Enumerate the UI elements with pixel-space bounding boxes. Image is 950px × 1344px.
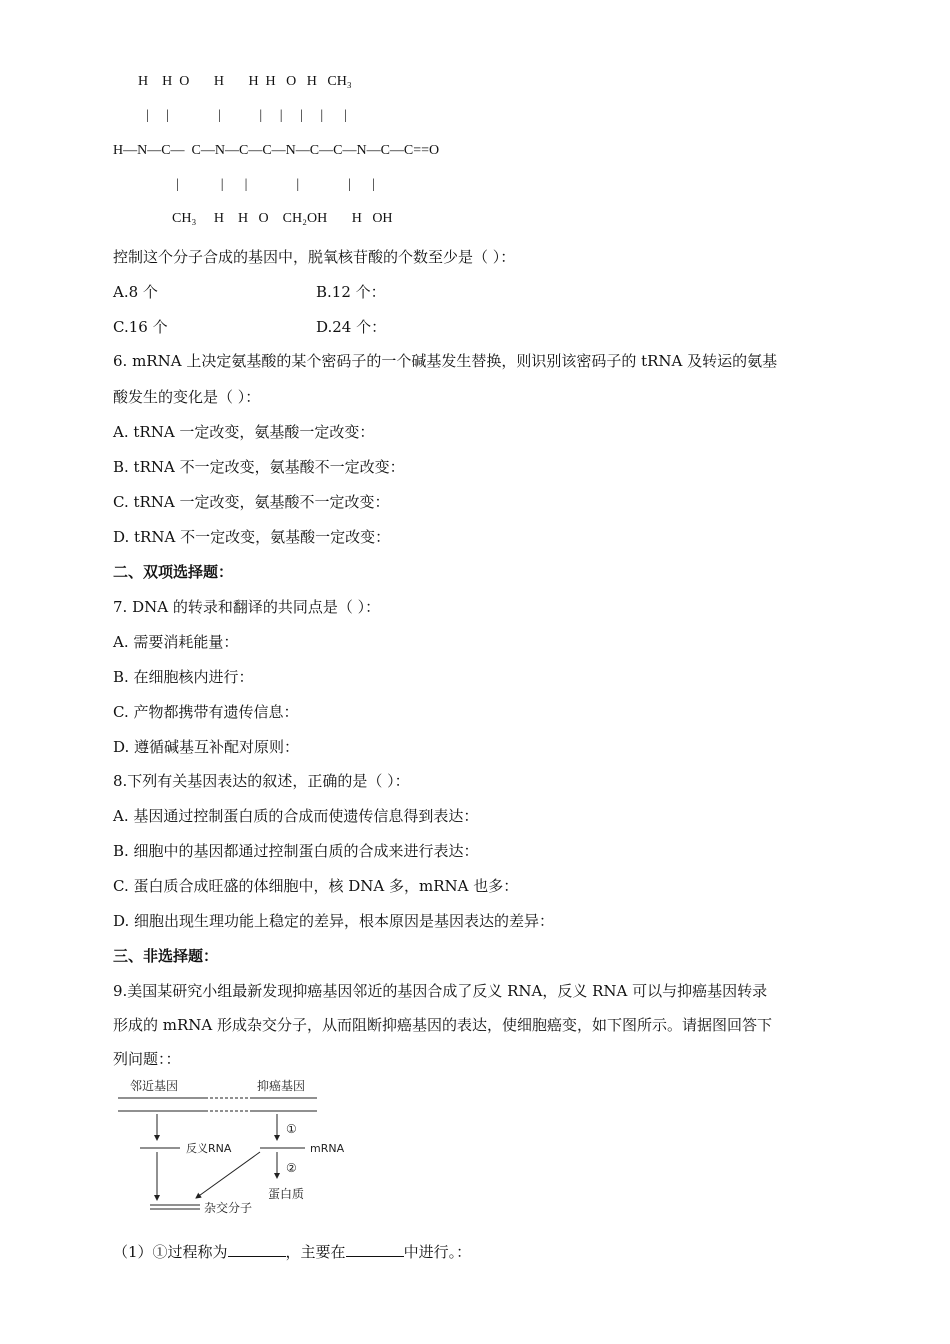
q9-stem-line-1: 9.美国某研究小组最新发现抑癌基因邻近的基因合成了反义 RNA，反义 RNA 可以与抑癌基因转录 (113, 982, 768, 1000)
q6-option-d: D. tRNA 不一定改变，氨基酸一定改变： (113, 528, 391, 546)
structure-row-4: | | | | | | (176, 177, 375, 192)
section-2-heading: 二、双项选择题： (113, 563, 234, 581)
q6-stem-line-2: 酸发生的变化是（ ）： (113, 388, 261, 406)
mrna-label: mRNA (310, 1142, 345, 1155)
structure-row-1: H H O H H H O H CH₃ (138, 74, 352, 89)
q6-option-c: C. tRNA 一定改变，氨基酸不一定改变： (113, 493, 390, 511)
neighbor-gene-label: 邻近基因 (130, 1079, 179, 1093)
q5-stem: 控制这个分子合成的基因中，脱氧核苷酸的个数至少是（ ）： (113, 248, 516, 266)
step-2-label: ② (286, 1161, 297, 1175)
q8-option-d: D. 细胞出现生理功能上稳定的差异，根本原因是基因表达的差异： (113, 912, 555, 930)
q5-option-c: C.16 个 (113, 318, 168, 336)
q5-option-d: D.24 个： (316, 318, 387, 336)
structure-row-5: CH₃ H H O CH₂OH H OH (172, 211, 393, 226)
protein-label: 蛋白质 (268, 1187, 305, 1201)
q8-option-c: C. 蛋白质合成旺盛的体细胞中，核 DNA 多，mRNA 也多： (113, 877, 519, 895)
q9-part-1-text-b: ，主要在 (285, 1243, 346, 1261)
q7-option-b: B. 在细胞核内进行： (113, 668, 254, 686)
hybrid-label: 杂交分子 (204, 1201, 253, 1215)
q5-option-a: A.8 个 (113, 283, 158, 301)
q8-option-b: B. 细胞中的基因都通过控制蛋白质的合成来进行表达： (113, 842, 479, 860)
section-3-heading: 三、非选择题： (113, 947, 219, 965)
antisense-rna-label: 反义RNA (186, 1142, 232, 1155)
gene-expression-diagram (110, 1074, 370, 1224)
q8-stem: 8.下列有关基因表达的叙述，正确的是（ ）： (113, 772, 410, 790)
answer-blank-1[interactable] (228, 1242, 286, 1257)
q7-option-c: C. 产物都携带有遗传信息： (113, 703, 299, 721)
q5-option-b: B.12 个： (316, 283, 386, 301)
q6-option-b: B. tRNA 不一定改变，氨基酸不一定改变： (113, 458, 405, 476)
q6-stem-line-1: 6. mRNA 上决定氨基酸的某个密码子的一个碱基发生替换，则识别该密码子的 tRNA 及转运的氨基 (113, 352, 778, 370)
q9-stem-line-3: 列问题：： (113, 1050, 181, 1068)
q9-part-1-text-a: （1）①过程称为 (113, 1243, 228, 1261)
structure-row-2: | | | | | | | | (146, 108, 347, 123)
q9-part-1-text-c: 中进行。： (403, 1243, 472, 1261)
q9-stem-line-2: 形成的 mRNA 形成杂交分子，从而阻断抑癌基因的表达，使细胞癌变，如下图所示。请据图回答下 (113, 1016, 773, 1034)
answer-blank-2[interactable] (346, 1242, 404, 1257)
q6-option-a: A. tRNA 一定改变，氨基酸一定改变： (113, 423, 375, 441)
arrow-mrna-to-hybrid (196, 1152, 260, 1198)
q7-stem: 7. DNA 的转录和翻译的共同点是（ ）： (113, 598, 381, 616)
q7-option-a: A. 需要消耗能量： (113, 633, 239, 651)
suppressor-gene-label: 抑癌基因 (257, 1079, 306, 1093)
step-1-label: ① (286, 1122, 297, 1136)
q8-option-a: A. 基因通过控制蛋白质的合成而使遗传信息得到表达： (113, 807, 479, 825)
q7-option-d: D. 遵循碱基互补配对原则： (113, 738, 300, 756)
q9-part-1 (113, 1241, 471, 1262)
structure-row-3: H—N—C— C—N—C—C—N—C—C—N—C—C==O (113, 143, 440, 158)
